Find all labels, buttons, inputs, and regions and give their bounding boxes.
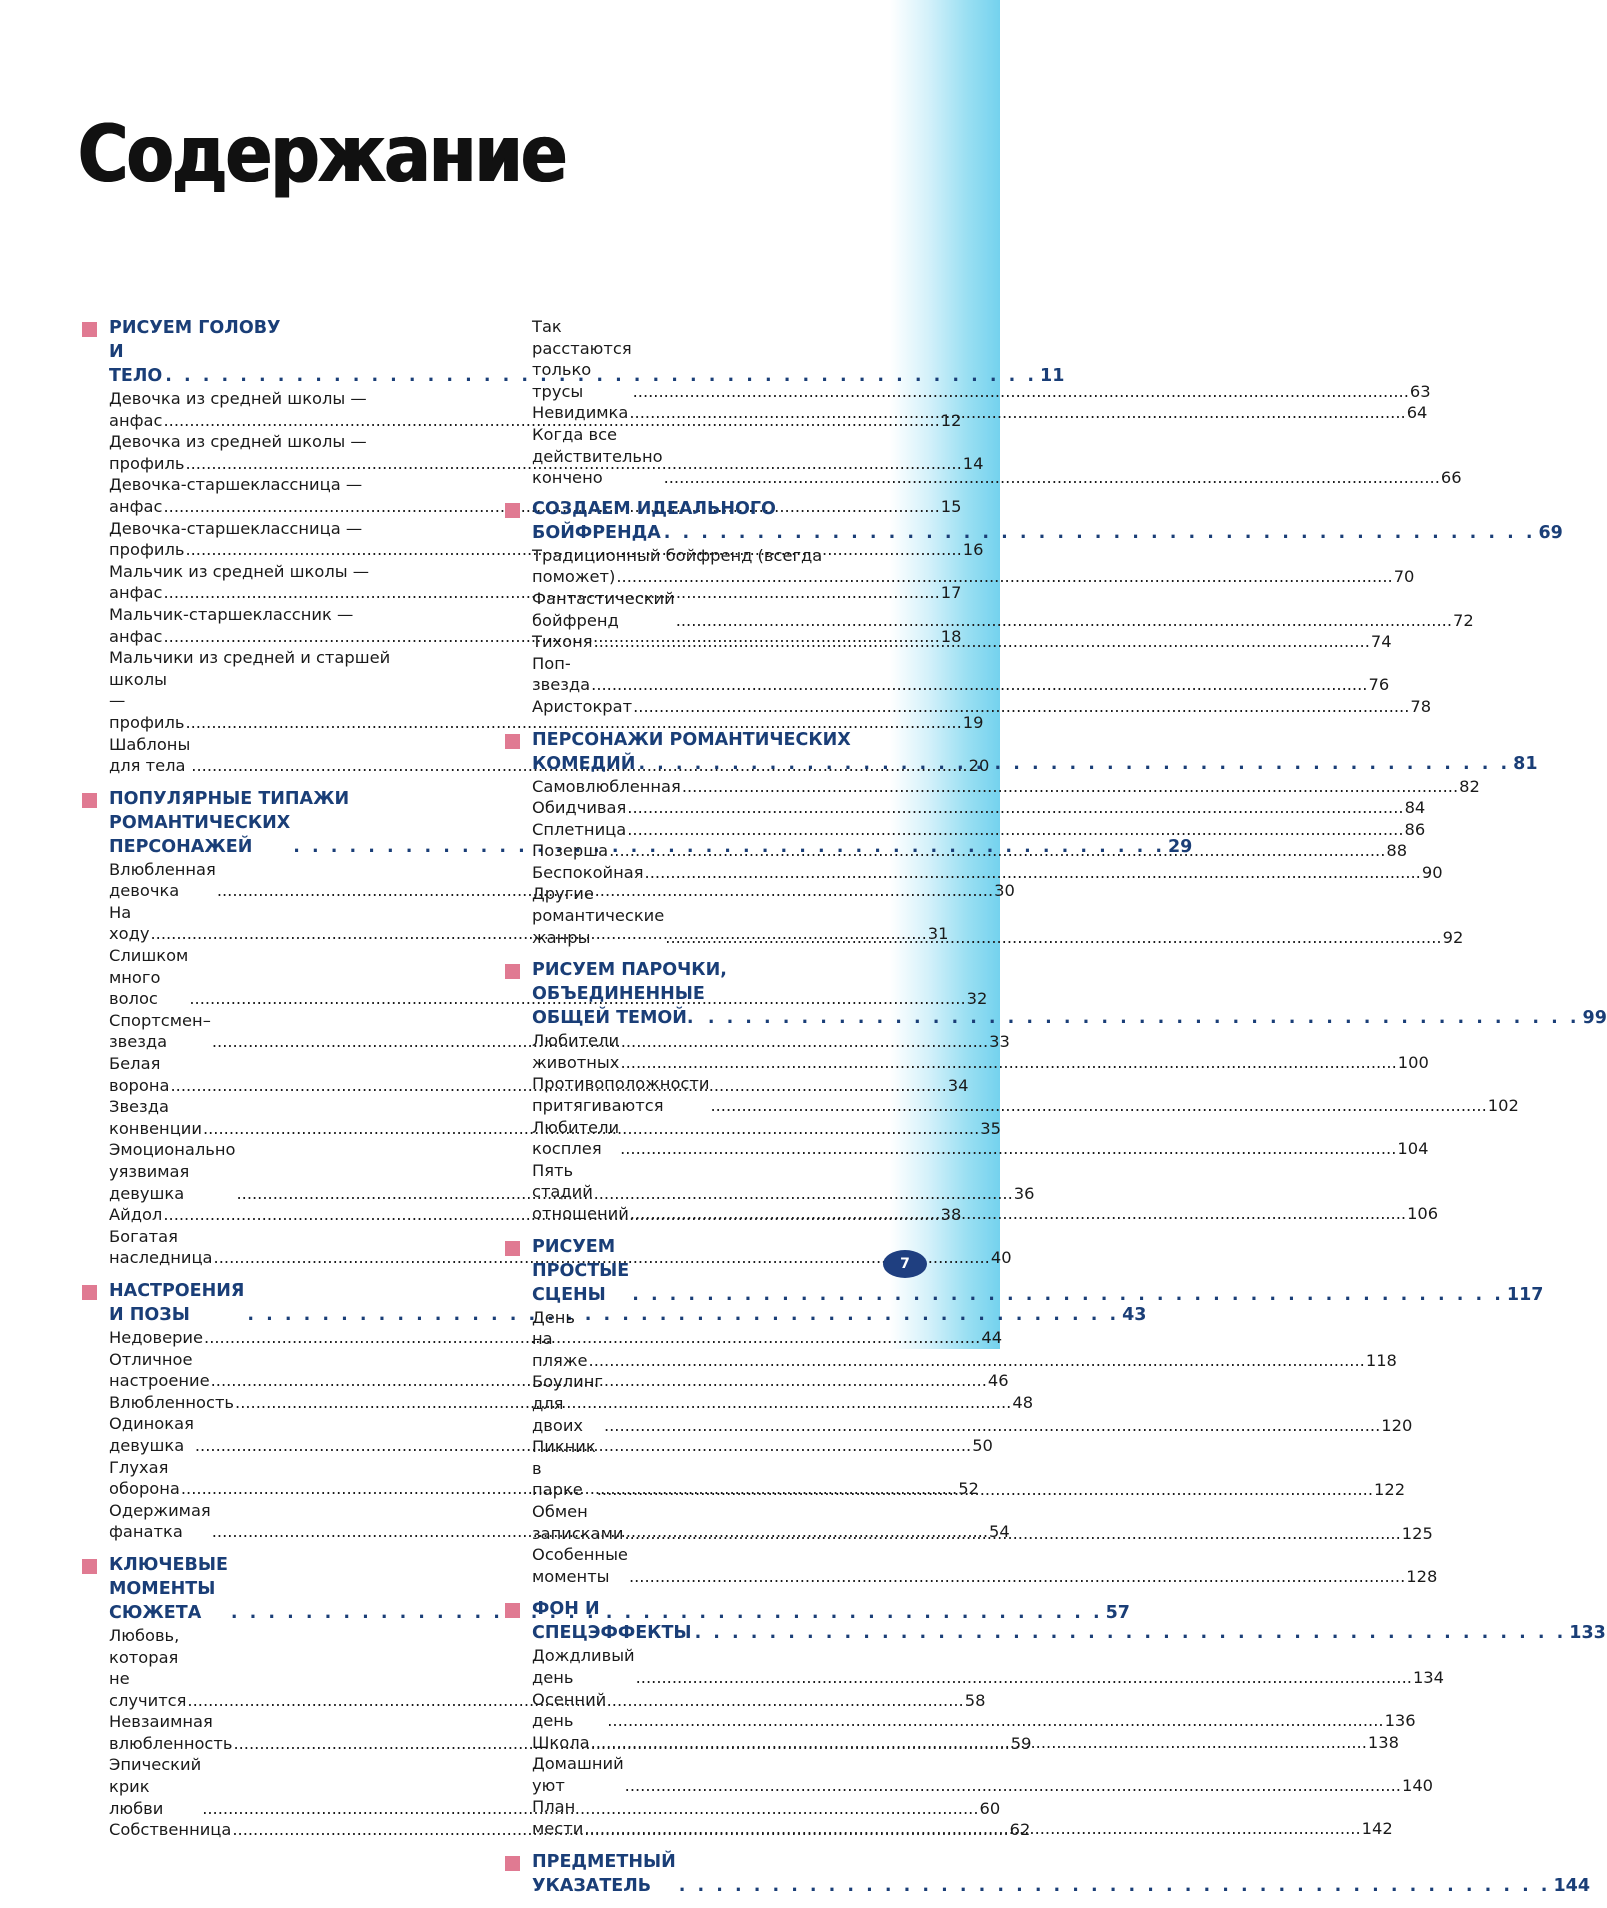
toc-entry[interactable] [532,696,1432,718]
section-title [532,1597,1606,1645]
section-page-number: 144 [1553,1875,1590,1896]
leader-dots [620,1138,1396,1160]
square-bullet-icon [505,1856,520,1871]
entry-page-number: 66 [1440,468,1462,488]
entry-title-line: Особенные моменты [532,1545,628,1586]
entry-title-line: Влюбленность [109,1392,235,1412]
entry-last-line [109,1819,1031,1841]
entry-title-line: Глухая оборона [109,1457,180,1499]
entry-page-number: 82 [1459,776,1480,796]
entry-title-line: анфас [109,626,163,646]
entry-title-line: Позерша [532,841,609,861]
entry-page-number: 140 [1401,1775,1434,1795]
section-heading[interactable] [505,1850,1590,1898]
entry-page-number: 92 [1442,927,1464,947]
section-title-line: РОМАНТИЧЕСКИХ ПЕРСОНАЖЕЙ [109,812,291,857]
leader-dots [620,1052,1396,1074]
entry-last-line [532,862,1443,884]
entry-page-number: 50 [972,1435,993,1455]
leader-dots [708,1006,1580,1030]
entry-title-line: школы — профиль [109,669,185,732]
entry-page-number: 64 [1406,403,1428,423]
entry-page-number: 70 [1393,567,1415,587]
entry-page-number: 58 [964,1690,986,1710]
entry-page-number: 36 [1013,1183,1035,1203]
square-bullet-icon [82,793,97,808]
entry-last-line [532,1645,1445,1688]
leader-dots [638,752,1510,776]
toc-entry[interactable] [532,776,1480,798]
entry-title-line: Эпический крик любви [109,1755,202,1818]
section-page-number: 99 [1582,1008,1607,1029]
entry-page-number: 48 [1012,1392,1034,1412]
section-page-number: 69 [1538,522,1563,543]
section-title [532,1850,1590,1898]
entry-last-line [109,1413,993,1456]
entry-title-line: Эмоционально уязвимая девушка [109,1140,236,1203]
entry-title-line: анфас [109,583,163,603]
section-title-last-line [532,1850,1590,1898]
toc-entry[interactable] [109,1327,1003,1349]
entry-page-number: 14 [962,453,984,473]
square-bullet-icon [505,734,520,749]
entry-title-line: Фантастический бойфренд [532,588,675,630]
toc-section [505,1850,1590,1898]
entry-page-number: 19 [962,712,984,732]
entry-last-line [109,1349,1009,1392]
toc-entry[interactable] [532,1753,1434,1796]
entry-last-line [532,696,1432,718]
entry-page-number: 72 [1453,610,1474,630]
leader-dots [597,1479,1373,1501]
entry-title-line: Тихоня [532,632,593,652]
toc-entry[interactable] [532,1544,1438,1587]
entry-last-line [532,566,1415,588]
entry-title-line: Обмен записками [532,1501,624,1543]
entry-title-line: Белая ворона [109,1054,170,1095]
section-title-line: НАСТРОЕНИЯ И ПОЗЫ [109,1280,245,1325]
section-title-line: ПЕРСОНАЖИ РОМАНТИЧЕСКИХ [532,729,851,750]
entry-title-line: Девочка-старшеклассница — [109,518,363,538]
entry-title-line: Мальчик из средней школы — [109,561,370,581]
entry-page-number: 142 [1361,1819,1393,1839]
section-title-last-line [532,752,1538,776]
entry-last-line [532,819,1426,841]
entry-page-number: 118 [1365,1350,1397,1370]
entry-title-line: анфас [109,410,163,430]
leader-dots [630,1203,1406,1225]
leader-dots [627,797,1403,819]
entry-last-line [532,1753,1434,1796]
entry-last-line [532,797,1426,819]
entry-title-line: Домашний уют [532,1754,624,1795]
entry-title-line: Собственница [109,1820,232,1840]
leader-dots [624,1523,1400,1545]
toc-entry[interactable] [109,1226,1012,1269]
entry-page-number: 63 [1409,381,1431,401]
leader-dots [629,1566,1405,1588]
entry-title-line: анфас [109,496,163,516]
leader-dots [676,610,1452,632]
entry-page-number: 125 [1401,1523,1433,1543]
entry-page-number: 46 [987,1371,1009,1391]
entry-title-line: Обидчивая [532,798,627,818]
entry-page-number: 104 [1397,1139,1429,1159]
section-page-number: 81 [1513,753,1538,774]
entry-page-number: 40 [990,1248,1012,1268]
entry-title-line: Одинокая девушка [109,1414,194,1455]
entry-page-number: 38 [940,1205,962,1225]
entry-page-number: 100 [1397,1052,1429,1072]
square-bullet-icon [505,503,520,518]
entry-page-number: 134 [1412,1667,1445,1687]
entry-title-line: Сплетница [532,819,627,839]
leader-dots [710,1095,1486,1117]
square-bullet-icon [505,1603,520,1618]
square-bullet-icon [82,1559,97,1574]
entry-page-number: 32 [966,989,988,1009]
entry-page-number: 106 [1407,1204,1439,1223]
entry-title-line: Отличное настроение [109,1349,210,1391]
toc-entry[interactable] [109,1413,993,1456]
entry-title-line: Мальчик-старшеклассник — [109,604,354,624]
entry-page-number: 128 [1406,1566,1438,1586]
entry-title-line: Любовь, которая не случится [109,1625,187,1710]
section-title-line: СОЗДАЕМ ИДЕАЛЬНОГО [532,498,776,519]
leader-dots [632,1283,1504,1307]
entry-title-line: Одержимая фанатка [109,1500,211,1542]
entry-title-line: Спортсмен–звезда [109,1010,211,1052]
section-page-number: 133 [1569,1623,1606,1644]
section-title [532,497,1563,545]
section-title-line: КОМЕДИЙ [532,753,636,774]
section-page-number: 57 [1105,1602,1130,1623]
toc-entry[interactable] [532,653,1390,696]
entry-page-number: 88 [1386,841,1408,861]
section-title-line: ОБЪЕДИНЕННЫЕ ОБЩЕЙ ТЕМОЙ. [532,984,705,1029]
entry-page-number: 86 [1404,819,1426,839]
entry-page-number: 15 [940,496,962,516]
toc-entry[interactable] [532,1645,1445,1688]
entry-page-number: 16 [962,540,984,560]
entry-page-number: 52 [958,1479,979,1499]
leader-dots [594,631,1370,653]
entry-title-line: Звезда конвенции [109,1097,202,1138]
leader-dots [682,776,1458,798]
section-title [532,728,1538,776]
entry-title-line: Так расстаются только трусы [532,317,632,401]
entry-last-line [109,1204,962,1226]
page-title: Содержание [78,110,566,200]
entry-page-number: 34 [947,1075,969,1095]
section-title-line: И ТЕЛО [109,342,163,386]
entry-title-line: Осенний день [532,1689,607,1731]
leader-dots [665,927,1441,949]
leader-dots [627,819,1403,841]
section-title-line: ПОПУЛЯРНЫЕ ТИПАЖИ [109,788,350,809]
entry-page-number: 74 [1370,632,1392,652]
entry-title-line: День на пляже [532,1307,588,1370]
entry-title-line: Самовлюбленная [532,776,681,796]
square-bullet-icon [505,964,520,979]
entry-last-line [109,453,984,475]
leader-dots [607,1710,1383,1732]
section-title [532,958,1607,1030]
toc-entry[interactable] [109,1392,1034,1414]
leader-dots [604,1415,1380,1437]
square-bullet-icon [82,322,97,337]
entry-title-line: Дождливый день [532,1646,635,1687]
section-title-line: ПРЕДМЕТНЫЙ УКАЗАТЕЛЬ [532,1851,676,1896]
entry-page-number: 12 [940,410,962,430]
entry-last-line [532,653,1390,696]
entry-page-number: 17 [940,583,962,603]
entry-title-line: Шаблоны для тела [109,734,191,776]
section-title-last-line [532,982,1607,1030]
entry-title-line: Когда все действительно кончено [532,424,663,488]
entry-last-line [532,1544,1438,1587]
entry-title-line: Беспокойная [532,862,644,882]
leader-dots [695,1621,1567,1645]
section-title-line: РИСУЕМ ПРОСТЫЕ СЦЕНЫ [532,1236,630,1305]
toc-entry[interactable] [532,862,1443,884]
entry-page-number: 31 [927,924,949,944]
entry-page-number: 84 [1404,798,1426,818]
leader-dots [664,521,1536,545]
section-title-line: РИСУЕМ ГОЛОВУ [109,318,281,338]
leader-dots [645,862,1421,884]
section-title-line: БОЙФРЕНДА [532,522,661,543]
section-heading[interactable] [82,1279,1147,1327]
entry-page-number: 54 [989,1522,1010,1542]
entry-title-line: Богатая наследница [109,1226,213,1268]
entry-last-line [109,1226,1012,1269]
section-title-line: ФОН И СПЕЦЭФФЕКТЫ [532,1599,692,1644]
entry-page-number: 136 [1384,1711,1416,1731]
page-number-badge: 7 [883,1250,927,1278]
leader-dots [589,1350,1365,1372]
leader-dots [591,1732,1367,1754]
leader-dots [609,840,1385,862]
section-title-last-line [532,1235,1543,1307]
entry-title-line: Мальчики из средней и старшей [109,648,391,668]
entry-page-number: 18 [940,626,962,646]
square-bullet-icon [505,1241,520,1256]
entry-page-number: 90 [1421,862,1443,882]
entry-page-number: 122 [1374,1480,1406,1500]
entry-title-line: Другие романтические жанры [532,884,665,947]
entry-page-number: 62 [1009,1820,1031,1840]
entry-page-number: 78 [1410,696,1432,716]
entry-page-number: 102 [1487,1096,1519,1116]
entry-page-number: 120 [1381,1415,1413,1435]
toc-entry[interactable] [532,819,1426,841]
entry-title-line: Поп-звезда [532,653,591,695]
section-title-line: РИСУЕМ ПАРОЧКИ, [532,960,727,981]
leader-dots [629,402,1405,424]
entry-title-line: Девочка-старшеклассница — [109,475,363,495]
toc-entry[interactable] [109,1349,1009,1392]
entry-title-line: Любители косплея [532,1117,620,1159]
leader-dots [591,674,1367,696]
entry-title-line: Традиционный бойфренд (всегда [532,545,823,565]
entry-page-number: 30 [994,881,1015,901]
entry-page-number: 44 [981,1327,1003,1347]
entry-last-line [109,1392,1034,1414]
entry-page-number: 76 [1368,675,1390,695]
toc-entry[interactable] [109,1204,962,1226]
entry-title-line: Слишком много волос [109,946,189,1009]
leader-dots [625,1775,1401,1797]
entry-title-line: На ходу [109,902,150,944]
entry-title-line: Школа [532,1732,590,1752]
entry-title-line: План мести [532,1797,584,1839]
entry-title-line: Пикник в парке [532,1437,596,1500]
leader-dots [584,1818,1360,1840]
entry-page-number: 33 [989,1032,1010,1052]
section-title-last-line [532,521,1563,545]
entry-title-line: Девочка из средней школы — [109,389,367,408]
section-page-number: 117 [1506,1284,1544,1305]
square-bullet-icon [82,1285,97,1300]
section-page-number: 43 [1122,1304,1147,1325]
entry-title-line: Невидимка [532,403,629,423]
section-page-number: 11 [1040,366,1065,386]
toc-entry[interactable] [532,797,1426,819]
leader-dots [664,467,1440,489]
entry-page-number: 138 [1367,1732,1399,1752]
entry-title-line: Девочка из средней школы — [109,432,367,452]
section-title [532,1235,1543,1307]
entry-title-line: Влюбленная девочка [109,859,216,901]
entry-title-line: Айдол [109,1205,163,1225]
section-page-number: 29 [1168,836,1193,857]
entry-last-line [109,1327,1003,1349]
entry-last-line [532,776,1480,798]
entry-title-line: профиль [109,540,185,560]
entry-title-line: поможет) [532,567,616,587]
entry-page-number: 35 [980,1118,1001,1138]
leader-dots [616,566,1392,588]
entry-title-line: Недоверие [109,1327,204,1347]
leader-dots [636,1667,1412,1689]
toc-entry[interactable] [109,1819,1031,1841]
leader-dots [679,1874,1551,1898]
entry-title-line: профиль [109,453,185,473]
leader-dots [633,381,1409,403]
entry-last-line [109,582,962,604]
entry-page-number: 60 [979,1798,1001,1818]
entry-title-line: Противоположности притягиваются [532,1074,710,1116]
entry-title-line: Любители животных [532,1031,620,1072]
section-title-line: КЛЮЧЕВЫЕ МОМЕНТЫ СЮЖЕТА [109,1554,228,1623]
section-title-last-line [532,1597,1606,1645]
entry-title-line: Пять стадий отношений [532,1160,629,1223]
entry-title-line: Боулинг для двоих [532,1372,603,1435]
leader-dots [633,696,1409,718]
entry-title-line: Аристократ [532,696,633,716]
entry-page-number: 20 [968,756,990,776]
entry-title-line: Невзаимная влюбленность [109,1712,233,1753]
entry-page-number: 59 [1010,1733,1032,1753]
